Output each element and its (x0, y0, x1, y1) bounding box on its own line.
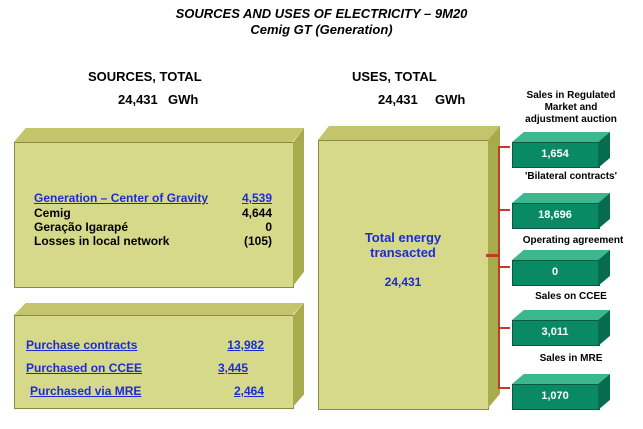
use-value-operating: 0 (551, 266, 559, 278)
purchases-box-top (14, 303, 304, 315)
sources-total-value: 24,431 (118, 92, 158, 107)
purchased-ccee-label[interactable]: Purchased on CCEE (26, 361, 143, 375)
page-subtitle: Cemig GT (Generation) (250, 22, 393, 37)
purchase-contracts-row[interactable] (26, 338, 264, 352)
use-label-bilateral: 'Bilateral contracts' (524, 171, 617, 182)
use-label-mre: Sales in MRE (539, 353, 603, 364)
use-value-regulated: 1,654 (541, 148, 569, 160)
total-energy-label-line2: transacted (370, 245, 436, 260)
use-box-regulated-top (512, 132, 610, 142)
bracket-tick-1 (498, 146, 510, 148)
use-label-ccee: Sales on CCEE (535, 291, 607, 302)
uses-total-unit: GWh (435, 92, 466, 107)
total-energy-label-line1: Total energy (364, 230, 442, 245)
purchases-box-side (293, 303, 304, 407)
purchased-mre-row[interactable] (30, 384, 264, 398)
use-label-regulated (506, 90, 636, 126)
cemig-row (34, 206, 272, 220)
uses-total-value: 24,431 (378, 92, 418, 107)
use-box-ccee-top (512, 310, 610, 320)
generation-row[interactable] (34, 191, 272, 205)
cemig-value: 4,644 (241, 206, 272, 220)
igarape-label: Geração Igarapé (34, 220, 129, 234)
use-value-ccee: 3,011 (541, 326, 569, 338)
bracket-tick-4 (498, 327, 510, 329)
generation-box-side (293, 128, 304, 286)
sources-header: SOURCES, TOTAL (88, 69, 202, 84)
use-value-mre: 1,070 (541, 390, 569, 402)
use-label-regulated-line2: Market and (544, 102, 598, 113)
use-box-operating-top (512, 250, 610, 260)
use-label-operating: Operating agreement (522, 235, 624, 246)
purchased-mre-label[interactable]: Purchased via MRE (30, 384, 142, 398)
sources-total-unit: GWh (168, 92, 199, 107)
purchased-ccee-row[interactable] (26, 361, 248, 375)
total-energy-value: 24,431 (384, 275, 422, 289)
purchase-contracts-value[interactable]: 13,982 (227, 338, 264, 352)
uses-header: USES, TOTAL (352, 69, 437, 84)
generation-label[interactable]: Generation – Center of Gravity (34, 191, 209, 205)
cemig-label: Cemig (34, 206, 71, 220)
use-box-mre-top (512, 374, 610, 384)
page-title: SOURCES AND USES OF ELECTRICITY – 9M20 (175, 6, 468, 21)
purchased-mre-value[interactable]: 2,464 (233, 384, 264, 398)
use-box-bilateral-top (512, 193, 610, 203)
use-value-bilateral: 18,696 (538, 209, 572, 221)
purchased-ccee-value[interactable]: 3,445 (217, 361, 248, 375)
losses-value: (105) (243, 234, 272, 248)
total-energy-label (318, 230, 488, 260)
bracket-tick-5 (498, 387, 510, 389)
generation-value[interactable]: 4,539 (241, 191, 272, 205)
losses-label: Losses in local network (34, 234, 170, 248)
use-label-regulated-line3: adjustment auction (525, 114, 617, 125)
generation-box-top (14, 128, 304, 142)
igarape-row (34, 220, 272, 234)
total-box-top (318, 126, 500, 140)
bracket-tick-3 (498, 266, 510, 268)
losses-row (34, 234, 272, 248)
bracket-tick-2 (498, 209, 510, 211)
igarape-value: 0 (265, 220, 272, 234)
purchase-contracts-label[interactable]: Purchase contracts (26, 338, 138, 352)
use-label-regulated-line1: Sales in Regulated (526, 90, 616, 101)
